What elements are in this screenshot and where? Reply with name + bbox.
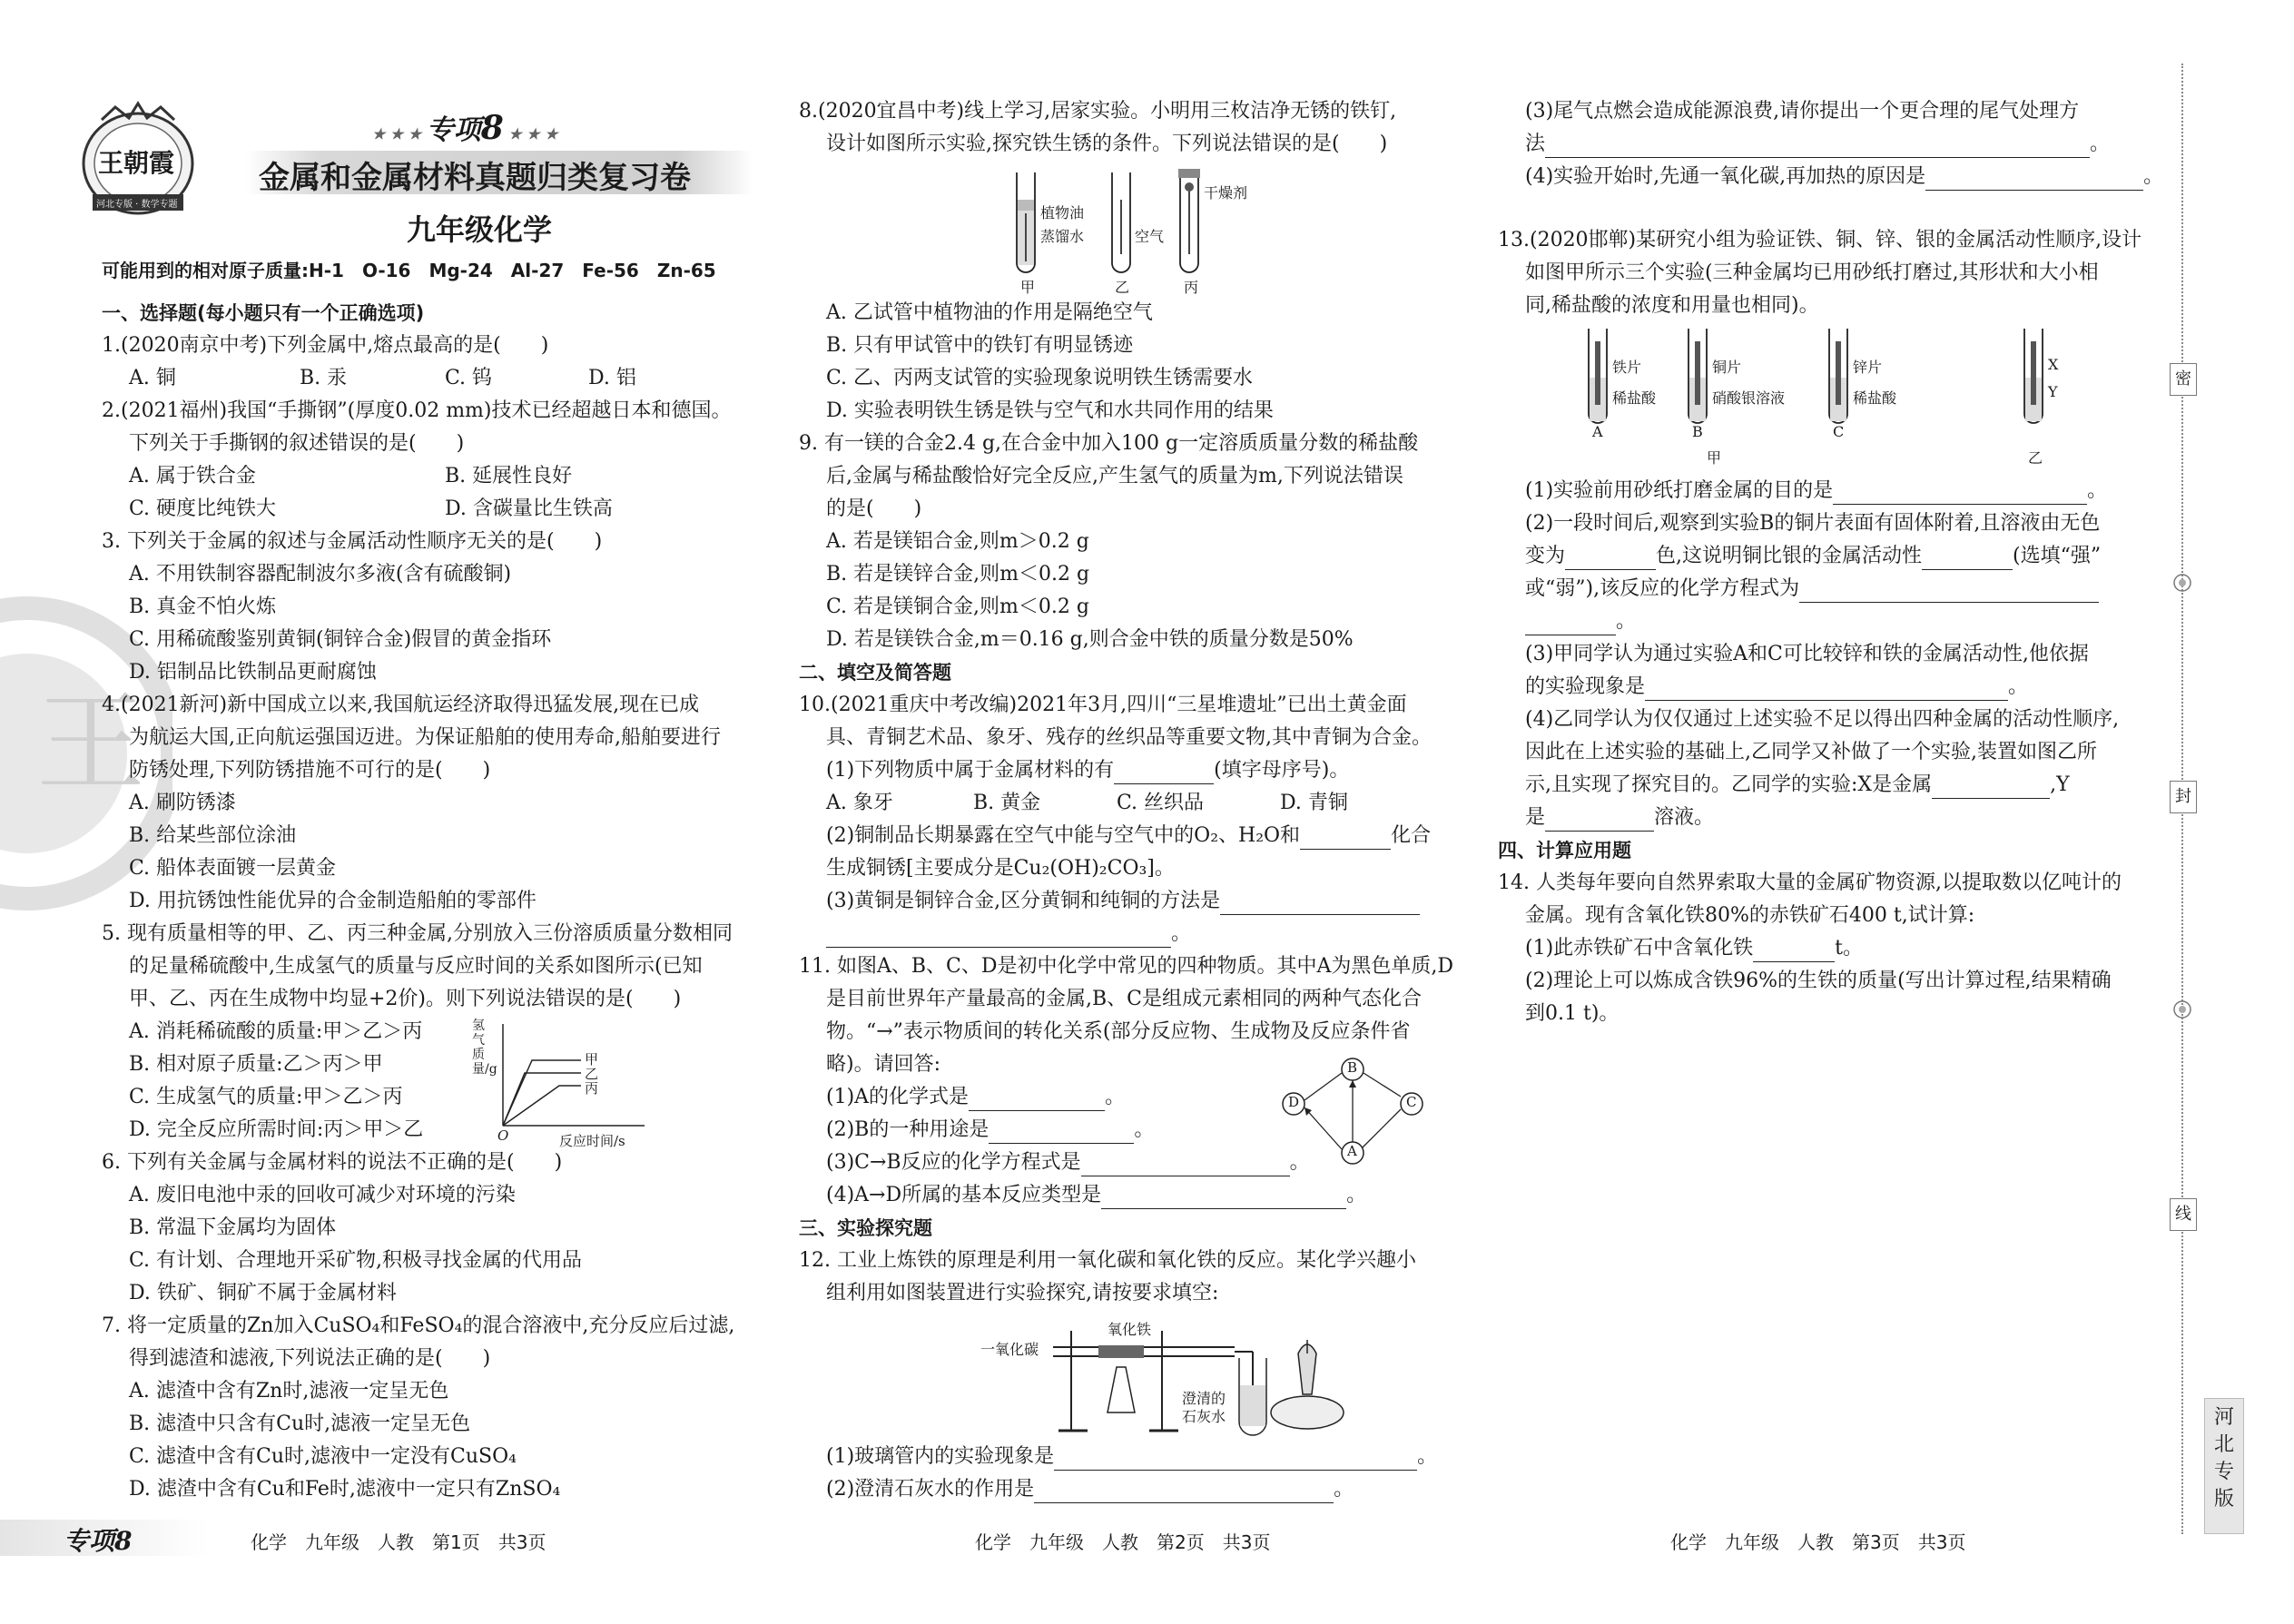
q14-sub1-end: t。 [1835,937,1864,960]
q13-sub4-blank-y[interactable] [1545,811,1654,832]
q11-sub3 [826,1149,1310,1176]
q12-sub3-end: 。 [2090,133,2111,155]
q10-sub3-line2 [826,920,1191,948]
q5-stem-line2: 的足量稀硫酸中,生成氢气的质量与反应时间的关系如图所示(已知 [129,955,703,978]
q13-sub2-text-d: 或“弱”),该反应的化学方程式为 [1525,577,1800,600]
q13-sub2-blank-eq[interactable] [1799,582,2099,603]
q13-sub4-line3 [1525,772,2070,799]
q1-option-b: B. 汞 [300,367,348,389]
q11-stem-line1: 11. 如图A、B、C、D是初中化学中常见的四种物质。其中A为黑色单质,D [799,955,1454,978]
q10-sub3 [826,888,1420,915]
atomic-masses: 可能用到的相对原子质量:H-1 O-16 Mg-24 Al-27 Fe-56 Zn-65 [102,260,716,281]
q13-stem-line1: 13.(2020邯郸)某研究小组为验证铁、铜、锌、银的金属活动性顺序,设计 [1498,229,2142,251]
q5-stem-line1: 5. 现有质量相等的甲、乙、丙三种金属,分别放入三份溶质质量分数相同 [102,922,733,945]
q13-sub2-blank-activity[interactable] [1922,549,2013,570]
q8-test-tubes-figure [999,163,1271,300]
q4-option-b: B. 给某些部位涂油 [129,824,297,847]
page-title: 金属和金属材料真题归类复习卷 [259,160,691,196]
q10-sub2 [826,822,1431,850]
q14-sub2-line1: (2)理论上可以炼成含铁96%的生铁的质量(写出计算过程,结果精确 [1525,969,2112,992]
q1-option-d: D. 铝 [588,367,636,389]
q13-sub3-line1: (3)甲同学认为通过实验A和C可比较锌和铁的金属活动性,他依据 [1525,643,2089,665]
q6-option-c: C. 有计划、合理地开采矿物,积极寻找金属的代用品 [129,1249,583,1272]
section-choice-heading: 一、选择题(每小题只有一个正确选项) [102,302,425,324]
q6-option-d: D. 铁矿、铜矿不属于金属材料 [129,1282,397,1304]
q7-option-d: D. 滤渣中含有Cu和Fe时,滤液中一定只有ZnSO₄ [129,1478,561,1501]
q7-stem-line1: 7. 将一定质量的Zn加入CuSO₄和FeSO₄的混合溶液中,充分反应后过滤, [102,1314,735,1337]
q13-tube-c: C [1833,423,1845,440]
section-experiment-heading: 三、实验探究题 [799,1217,932,1239]
q10-stem-line2: 具、青铜艺术品、象牙、残存的丝织品等重要文物,其中青铜为合金。 [826,726,1432,749]
grade-subtitle: 九年级化学 [407,212,553,247]
q14-sub1 [1525,935,1863,962]
q11-stem-line2: 是目前世界年产量最高的金属,B、C是组成元素相同的两种气态化合 [826,988,1422,1010]
q13-sub2-blank-color[interactable] [1565,549,1656,570]
q11-relation-diagram [1280,1053,1425,1171]
q12-sub3-line2 [1525,131,2110,158]
q4-stem-line1: 4.(2021新河)新中国成立以来,我国航运经济取得迅猛发展,现在已成 [102,694,700,716]
q13-tube-a: A [1592,423,1603,440]
topic-number: 8 [480,109,504,147]
q11-node-c: C [1406,1094,1417,1110]
q14-sub1-blank[interactable] [1753,941,1835,962]
edition-tag-text: 河北专版 [2214,1406,2235,1511]
q3-stem: 3. 下列关于金属的叙述与金属活动性顺序无关的是( ) [102,530,603,553]
q4-option-a: A. 刷防锈漆 [129,792,236,814]
q12-sub2 [826,1476,1354,1503]
q12-sub4 [1525,163,2163,191]
q11-sub2-blank[interactable] [989,1123,1134,1144]
q11-sub4-text: (4)A→D所属的基本反应类型是 [826,1184,1102,1206]
q13-sub1-blank[interactable] [1833,484,2087,505]
q1-option-a: A. 铜 [129,367,176,389]
q10-sub3-text: (3)黄铜是铜锌合金,区分黄铜和纯铜的方法是 [826,890,1221,912]
q5-option-b: B. 相对原子质量:乙＞丙＞甲 [129,1053,383,1076]
edition-tag [2204,1398,2244,1534]
q3-option-c: C. 用稀硫酸鉴别黄铜(铜锌合金)假冒的黄金指环 [129,628,552,651]
q13-sub4-text-b: ,Y [2050,773,2070,796]
q5-option-c: C. 生成氢气的质量:甲＞乙＞丙 [129,1086,403,1108]
q14-stem-line1: 14. 人类每年要向自然界索取大量的金属矿物资源,以提取数以亿吨计的 [1498,871,2122,894]
q4-stem-line3: 防锈处理,下列防锈措施不可行的是( ) [129,759,491,782]
q9-option-d: D. 若是镁铁合金,m＝0.16 g,则合金中铁的质量分数是50% [826,628,1354,651]
q8-option-c: C. 乙、丙两支试管的实验现象说明铁生锈需要水 [826,367,1254,389]
footer-page-1: 化学 九年级 人教 第1页 共3页 [251,1531,546,1553]
q11-stem-line3: 物。“→”表示物质间的转化关系(部分反应物、生成物及反应条件省 [826,1020,1411,1043]
q13-label-cu: 铜片 [1712,359,1742,376]
q2-option-b: B. 延展性良好 [445,465,573,487]
q11-node-b: B [1347,1059,1358,1076]
binding-hole-icon-1 [2171,572,2193,594]
q10-option-d: D. 青铜 [1280,792,1348,814]
q12-sub3-line1: (3)尾气点燃会造成能源浪费,请你提出一个更合理的尾气处理方 [1525,100,2080,123]
q9-stem-line3: 的是( ) [826,497,922,520]
q13-sub2-text-c: (选填“强” [2013,545,2102,567]
q10-sub2-tail: 化合 [1391,824,1432,847]
q9-option-a: A. 若是镁铝合金,则m＞0.2 g [826,530,1089,553]
q12-sub4-text: (4)实验开始时,先通一氧化碳,再加热的原因是 [1525,165,1926,188]
q12-label-co: 一氧化碳 [980,1341,1039,1358]
q8-option-b: B. 只有甲试管中的铁钉有明显锈迹 [826,334,1134,357]
q10-sub2-line2: 生成铜锈[主要成分是Cu₂(OH)₂CO₃]。 [826,857,1175,880]
q13-figure-yi: 乙 [2028,449,2043,467]
q8-tube-jia: 甲 [1020,279,1036,296]
q13-sub4-blank-x[interactable] [1932,778,2050,799]
q13-label-zn: 锌片 [1853,359,1883,376]
q2-option-d: D. 含碳量比生铁高 [445,497,613,520]
q11-node-a: A [1347,1143,1357,1159]
q8-label-water: 蒸馏水 [1040,228,1085,245]
q13-stem-line3: 同,稀盐酸的浓度和用量也相同)。 [1525,294,1819,317]
q13-sub4-line4 [1525,804,1714,832]
q10-option-a: A. 象牙 [826,792,893,814]
q13-sub2-line3 [1525,576,2099,603]
q11-sub1 [826,1084,1125,1111]
q12-sub1 [826,1443,1437,1471]
q12-sub3-text: 法 [1525,133,1546,155]
q13-label-hcl-a: 稀盐酸 [1612,389,1657,407]
q13-sub4-line2: 因此在上述实验的基础上,乙同学又补做了一个实验,装置如图乙所 [1525,741,2097,763]
q8-label-oil: 植物油 [1040,204,1085,221]
binding-label-close: 封 [2170,781,2197,813]
q13-figure-jia: 甲 [1707,449,1722,467]
q12-sub2-end: 。 [1334,1478,1354,1501]
q10-sub3-blank2[interactable] [826,927,1171,948]
q5-legend-jia: 甲 [585,1051,599,1068]
q11-sub3-end: 。 [1289,1151,1310,1174]
section-fill-heading: 二、填空及简答题 [799,662,951,684]
q13-sub1-text: (1)实验前用砂纸打磨金属的目的是 [1525,479,1834,502]
q11-sub3-blank[interactable] [1081,1156,1290,1176]
section-calc-heading: 四、计算应用题 [1498,840,1631,861]
q8-tube-yi: 乙 [1115,279,1130,296]
q3-option-b: B. 真金不怕火炼 [129,595,277,618]
q11-sub1-blank[interactable] [969,1090,1105,1111]
topic-prefix: 专项 [426,114,481,146]
q5-stem-line3: 甲、乙、丙在生成物中均显+2价)。则下列说法错误的是( ) [129,988,682,1010]
q13-sub3-text: 的实验现象是 [1525,675,1646,698]
q13-sub2-text-a: 变为 [1525,545,1566,567]
q2-option-a: A. 属于铁合金 [129,465,256,487]
q5-option-d: D. 完全反应所需时间:丙＞甲＞乙 [129,1118,424,1141]
q8-label-air: 空气 [1135,228,1165,245]
q12-label-limewater-1: 澄清的 [1182,1390,1226,1407]
q4-option-d: D. 用抗锈蚀性能优异的合金制造船舶的零部件 [129,890,537,912]
q12-sub4-blank[interactable] [1925,170,2143,191]
q1-option-c: C. 钨 [445,367,493,389]
svg-text:王: 王 [36,681,145,807]
q12-sub2-text: (2)澄清石灰水的作用是 [826,1478,1035,1501]
q10-sub2-blank[interactable] [1300,829,1391,850]
q13-sub2-line2 [1525,543,2101,570]
q8-stem-line1: 8.(2020宜昌中考)线上学习,居家实验。小明用三枚洁净无锈的铁钉, [799,100,1397,123]
q12-sub1-end: 。 [1417,1445,1438,1468]
q13-label-agno3: 硝酸银溶液 [1712,389,1786,407]
q4-stem-line2: 为航运大国,正向航运强国迈进。为保证船舶的使用寿命,船舶要进行 [129,726,721,749]
q13-sub2-text-b: 色,这说明铜比银的金属活动性 [1656,545,1923,567]
logo-subtext: 河北专版 · 数学专题 [96,200,178,210]
q9-stem-line2: 后,金属与稀盐酸恰好完全反应,产生氢气的质量为m,下列说法错误 [826,465,1403,487]
q10-sub1-text: (1)下列物质中属于金属材料的有 [826,759,1115,782]
q8-label-desiccant: 干燥剂 [1204,184,1248,202]
q5-option-a: A. 消耗稀硫酸的质量:甲＞乙＞丙 [129,1020,423,1043]
q7-option-a: A. 滤渣中含有Zn时,滤液一定呈无色 [129,1380,449,1403]
q13-sub2-blank-eq2[interactable] [1525,615,1616,635]
q11-sub4 [826,1182,1366,1209]
binding-label-line: 线 [2170,1198,2197,1231]
q8-stem-line2: 设计如图所示实验,探究铁生锈的条件。下列说法错误的是( ) [826,133,1388,155]
q7-option-c: C. 滤渣中含有Cu时,滤液中一定没有CuSO₄ [129,1445,517,1468]
q12-sub1-blank[interactable] [1054,1450,1417,1471]
q10-sub2-text: (2)铜制品长期暴露在空气中能与空气中的O₂、H₂O和 [826,824,1301,847]
q11-sub1-text: (1)A的化学式是 [826,1086,970,1108]
q10-sub3-end: 。 [1171,922,1192,945]
q13-tube-b: B [1692,423,1703,440]
logo-text: 王朝霞 [98,148,175,178]
q4-option-c: C. 船体表面镀一层黄金 [129,857,337,880]
q10-sub1-blank[interactable] [1114,763,1214,784]
q7-option-b: B. 滤渣中只含有Cu时,滤液一定呈无色 [129,1412,471,1435]
footer-page-3: 化学 九年级 人教 第3页 共3页 [1670,1531,1966,1553]
q13-tubes-figure [1570,323,2079,468]
q5-legend-yi: 乙 [585,1066,599,1082]
q13-sub2-line4 [1525,608,1636,635]
q12-sub3-blank[interactable] [1545,137,2090,158]
q6-option-a: A. 废旧电池中汞的回收可减少对环境的污染 [129,1184,516,1206]
q13-sub4-text-d: 溶液。 [1654,806,1715,829]
q12-sub1-text: (1)玻璃管内的实验现象是 [826,1445,1055,1468]
q11-sub1-end: 。 [1105,1086,1126,1108]
q13-sub1 [1525,477,2107,505]
q12-stem-line2: 组利用如图装置进行实验探究,请按要求填空: [826,1282,1219,1304]
q12-sub2-blank[interactable] [1034,1482,1334,1503]
q14-sub1-text: (1)此赤铁矿石中含氧化铁 [1525,937,1754,960]
q5-graph [472,1015,654,1151]
q10-option-b: B. 黄金 [973,792,1041,814]
q13-label-y: Y [2048,383,2058,400]
q9-option-c: C. 若是镁铜合金,则m＜0.2 g [826,595,1089,618]
binding-label-seal: 密 [2170,363,2197,396]
q1-stem: 1.(2020南京中考)下列金属中,熔点最高的是( ) [102,334,549,357]
q12-sub4-end: 。 [2143,165,2164,188]
q3-option-a: A. 不用铁制容器配制波尔多液(含有硫酸铜) [129,563,512,586]
q12-apparatus-figure [980,1313,1362,1440]
q8-tube-bing: 丙 [1184,279,1199,296]
q6-option-b: B. 常温下金属均为固体 [129,1216,337,1239]
q11-stem-line4: 略)。请回答: [826,1053,940,1076]
brand-logo [74,100,202,218]
q10-sub1-tail: (填字母序号)。 [1214,759,1350,782]
q3-option-d: D. 铝制品比铁制品更耐腐蚀 [129,661,377,684]
q13-sub4-text-a: 示,且实现了探究目的。乙同学的实验:X是金属 [1525,773,1933,796]
q13-sub3-blank[interactable] [1645,680,2008,701]
q11-sub2-text: (2)B的一种用途是 [826,1118,989,1141]
q10-sub1 [826,757,1349,784]
q13-sub2-end: 。 [1616,610,1637,633]
q8-option-a: A. 乙试管中植物油的作用是隔绝空气 [826,301,1153,324]
q13-label-fe: 铁片 [1612,359,1642,376]
footer-topic: 专项8 [64,1526,133,1556]
q7-stem-line2: 得到滤渣和滤液,下列说法正确的是( ) [129,1347,491,1370]
q12-label-limewater-2: 石灰水 [1182,1408,1226,1425]
q13-stem-line2: 如图甲所示三个实验(三种金属均已用砂纸打磨过,其形状和大小相 [1525,261,2099,284]
q14-sub2-line2: 到0.1 t)。 [1525,1002,1620,1025]
q13-sub4-line1: (4)乙同学认为仅仅通过上述实验不足以得出四种金属的活动性顺序, [1525,708,2120,731]
q5-xlabel: 反应时间/s [559,1133,625,1149]
q11-sub2-end: 。 [1134,1118,1155,1141]
q6-stem: 6. 下列有关金属与金属材料的说法不正确的是( ) [102,1151,563,1174]
q11-sub4-end: 。 [1346,1184,1367,1206]
q5-origin: O [497,1127,509,1144]
q2-option-c: C. 硬度比纯铁大 [129,497,277,520]
q13-sub3-line2 [1525,674,2028,701]
q13-label-x: X [2048,356,2059,373]
q10-option-c: C. 丝织品 [1117,792,1205,814]
q5-legend-bing: 丙 [585,1080,599,1097]
q5-ylabel: 氢气质量/g [472,1019,497,1077]
q13-sub3-end: 。 [2008,675,2029,698]
q9-option-b: B. 若是镁锌合金,则m＜0.2 g [826,563,1090,586]
q13-sub2-line1: (2)一段时间后,观察到实验B的铜片表面有固体附着,且溶液由无色 [1525,512,2101,535]
q10-sub3-blank[interactable] [1220,894,1420,915]
q11-sub3-text: (3)C→B反应的化学方程式是 [826,1151,1081,1174]
topic-tag: ★ ★ ★ 专项8 ★ ★ ★ [372,109,558,147]
footer-page-2: 化学 九年级 人教 第2页 共3页 [975,1531,1271,1553]
q11-node-d: D [1288,1094,1300,1110]
q11-sub4-blank[interactable] [1101,1188,1346,1209]
q13-label-hcl-c: 稀盐酸 [1853,389,1897,407]
q12-label-fe2o3: 氧化铁 [1108,1321,1152,1338]
binding-hole-icon-2 [2171,999,2193,1020]
q10-stem-line1: 10.(2021重庆中考改编)2021年3月,四川“三星堆遗址”已出土黄金面 [799,694,1407,716]
q2-stem-line2: 下列关于手撕钢的叙述错误的是( ) [129,432,465,455]
q2-stem-line1: 2.(2021福州)我国“手撕钢”(厚度0.02 mm)技术已经超越日本和德国。 [102,399,732,422]
q9-stem-line1: 9. 有一镁的合金2.4 g,在合金中加入100 g一定溶质质量分数的稀盐酸 [799,432,1419,455]
q11-sub2 [826,1117,1154,1144]
q13-sub1-end: 。 [2087,479,2108,502]
q8-option-d: D. 实验表明铁生锈是铁与空气和水共同作用的结果 [826,399,1274,422]
q14-stem-line2: 金属。现有含氧化铁80%的赤铁矿石400 t,试计算: [1525,904,1975,927]
q12-stem-line1: 12. 工业上炼铁的原理是利用一氧化碳和氧化铁的反应。某化学兴趣小 [799,1249,1416,1272]
q13-sub4-text-c: 是 [1525,806,1546,829]
